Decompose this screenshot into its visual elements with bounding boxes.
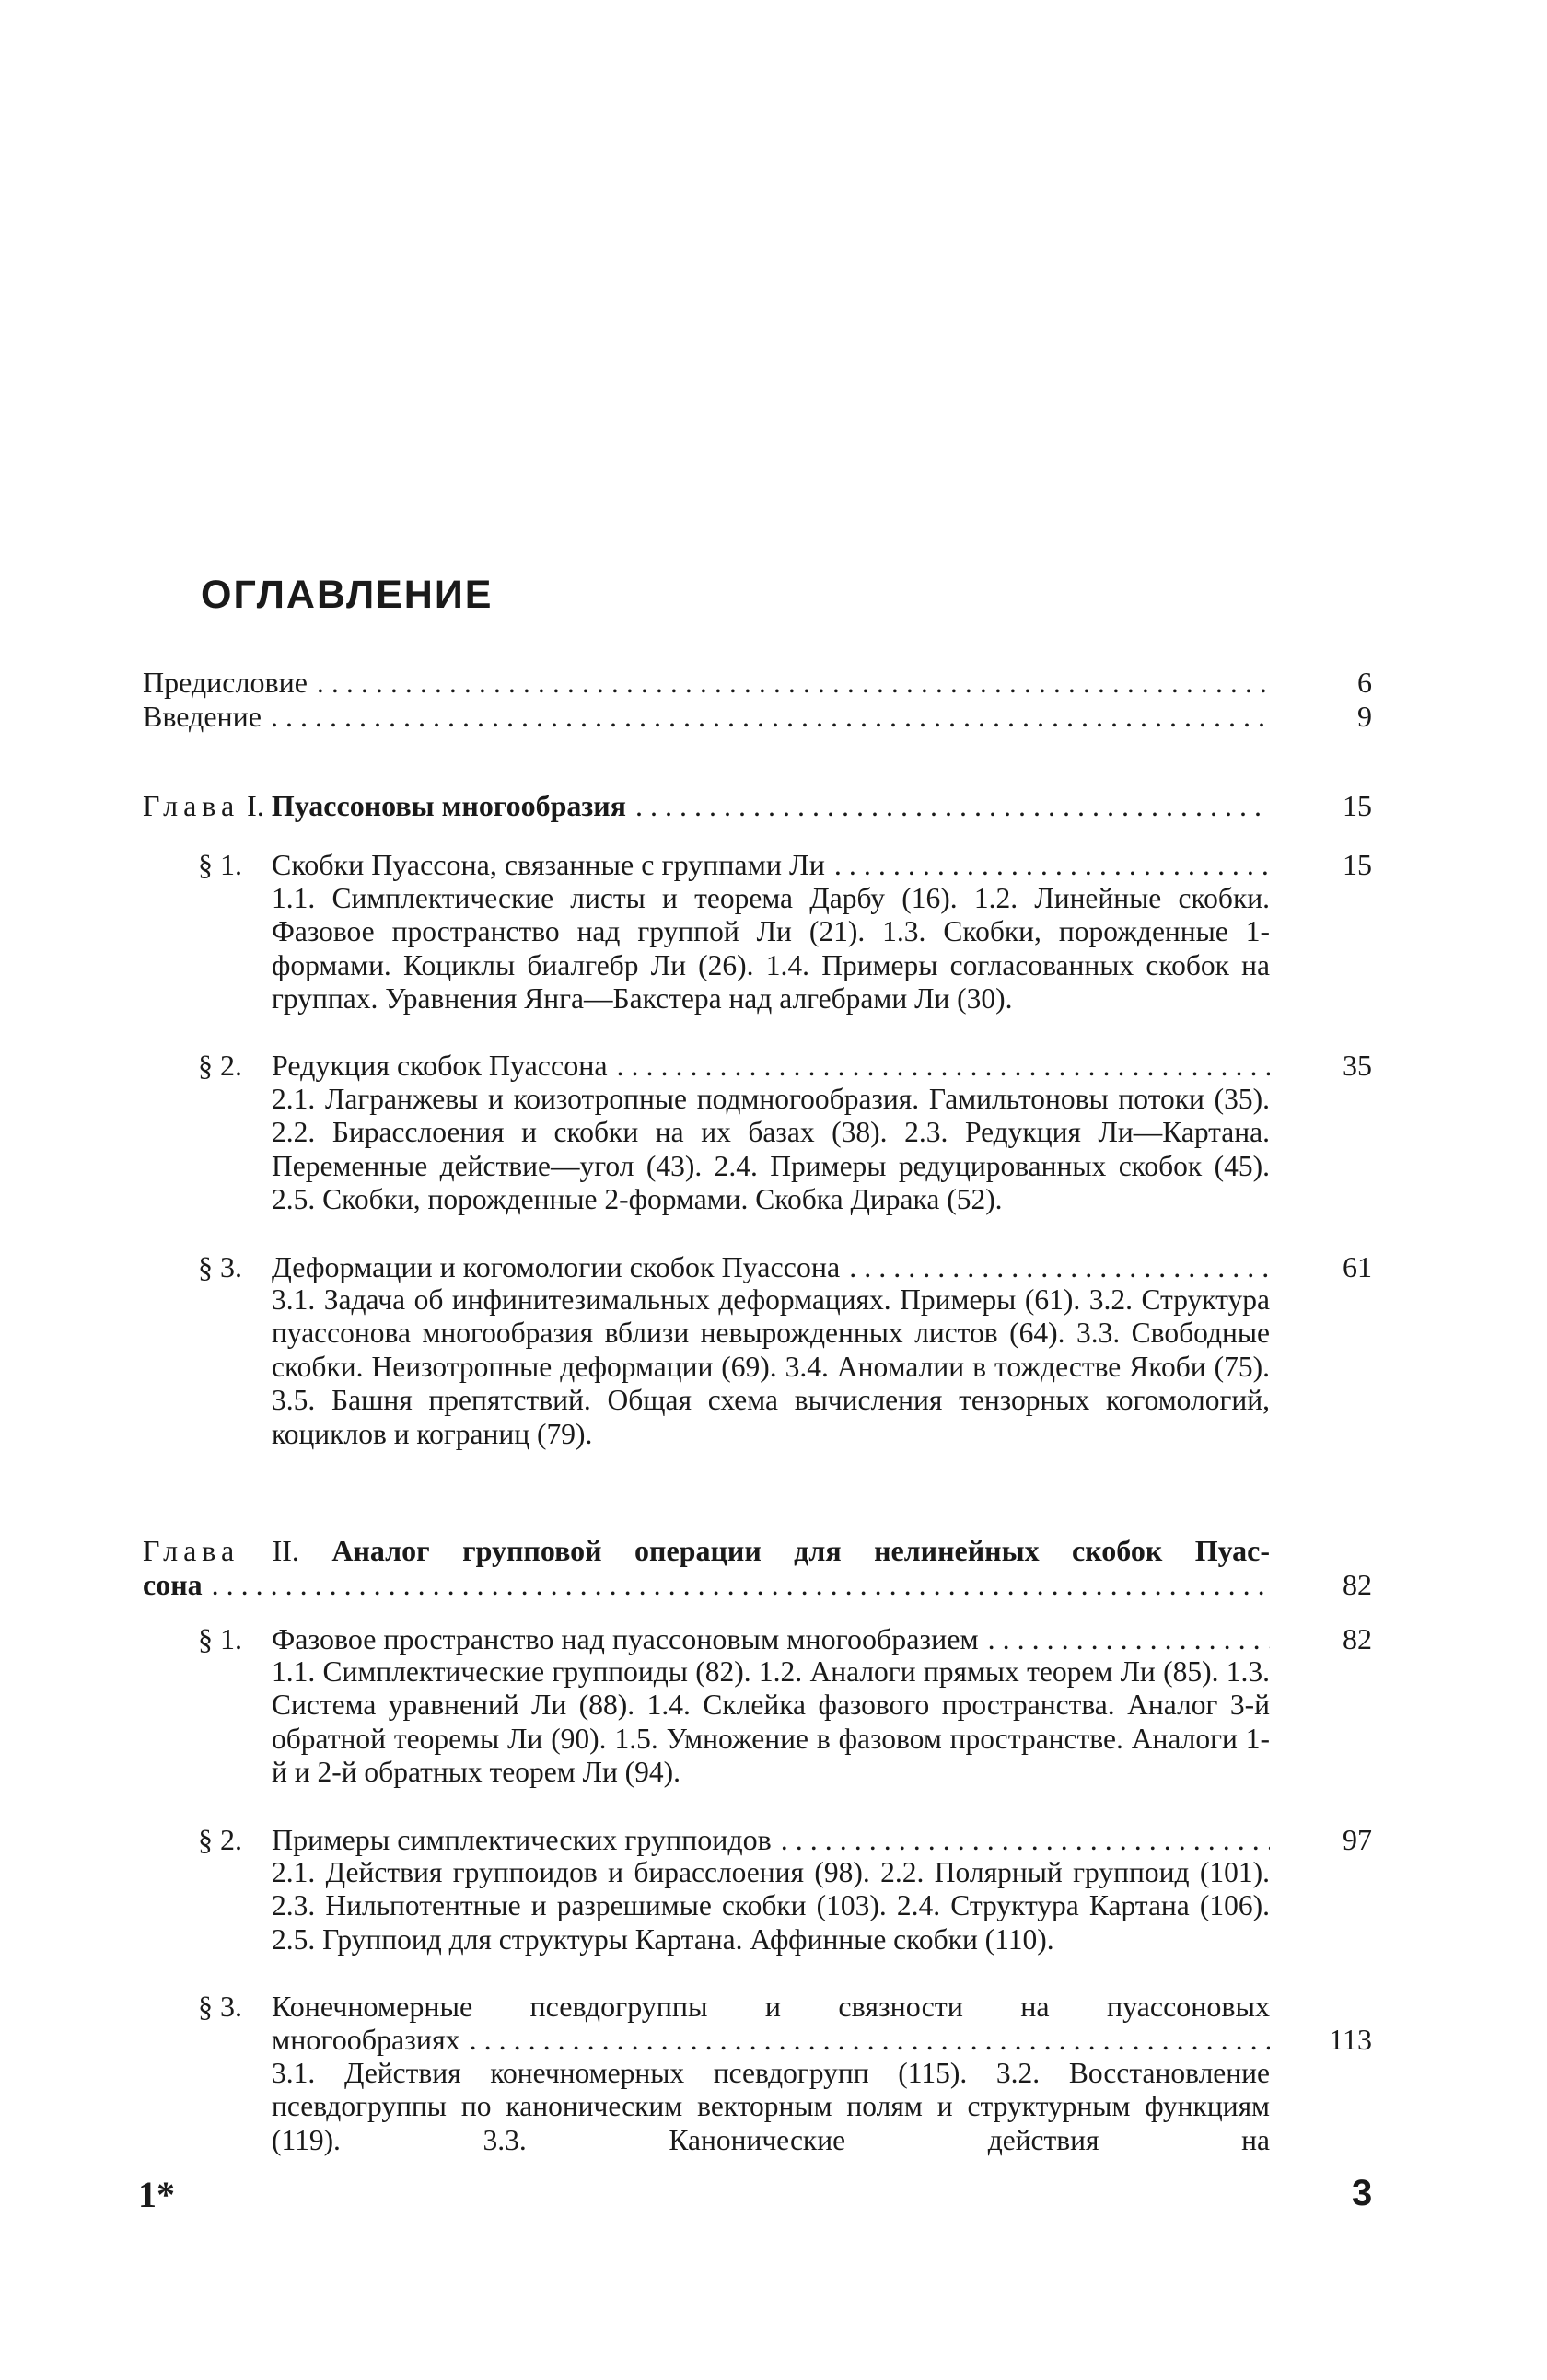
page-number: 113 — [1329, 2023, 1372, 2056]
page-number: 15 — [1343, 848, 1372, 881]
chapter-title: Пуассоновы многообразия — [271, 789, 626, 822]
chapter-title-continuation: сона — [143, 1568, 203, 1601]
toc-entry-introduction[interactable] — [143, 700, 1270, 733]
toc-chapter-2-title-line2[interactable] — [143, 1568, 1270, 1601]
page-number: 9 — [1357, 700, 1372, 733]
dot-leader — [988, 1622, 1270, 1655]
section-contents: 2.1. Лагранжевы и коизотропные подмногообразия. Гамильтоновы потоки (35). 2.2. Бирасслоения и скобки на их базах (38). 2.3. Редукция Ли—Картана. Переменные действие—угол (43). 2.4. Примеры редуцированных скобок (45). 2.5. Скобки, порожденные 2-формами. Скобка Дирака (52). — [272, 1083, 1270, 1216]
section-contents: 3.1. Действия конечномерных псевдогрупп (115). 3.2. Восстановление псевдогруппы по каноническим векторным полям и структурным функциям (119). 3.3. Канонические действия на — [272, 2057, 1270, 2156]
entry-label: Предисловие — [143, 666, 308, 699]
section-contents: 2.1. Действия группоидов и бирасслоения (98). 2.2. Полярный группоид (101). 2.3. Нильпотентные и разрешимые скобки (103). 2.4. Структура Картана (106). 2.5. Группоид для структуры Картана. Аффинные скобки (110). — [272, 1856, 1270, 1956]
page-number: 82 — [1343, 1622, 1372, 1655]
dot-leader — [470, 2023, 1270, 2056]
section-number: § 3. — [198, 1250, 242, 1283]
folio-page-number: 3 — [1352, 2173, 1373, 2213]
toc-section-1-3[interactable] — [272, 1250, 1270, 1283]
section-number: § 3. — [198, 1990, 242, 2023]
section-contents: 1.1. Симплектические листы и теорема Дарбу (16). 1.2. Линейные скобки. Фазовое пространство над группой Ли (21). 1.3. Скобки, порожденные 1-формами. Коциклы биалгебр Ли (26). 1.4. Примеры согласованных скобок на группах. Уравнения Янга—Бакстера над алгебрами Ли (30). — [272, 882, 1270, 1016]
chapter-title: Аналог групповой операции для нелинейных скобок Пуас- — [332, 1534, 1271, 1567]
section-contents: 1.1. Симплектические группоиды (82). 1.2. Аналоги прямых теорем Ли (85). 1.3. Система уравнений Ли (88). 1.4. Склейка фазового пространства. Аналог 3-й обратной теоремы Ли (90). 1.5. Умножение в фазовом пространстве. Аналоги 1-й и 2-й обратных теорем Ли (94). — [272, 1655, 1270, 1789]
dot-leader — [271, 700, 1270, 733]
signature-mark: 1* — [138, 2174, 175, 2215]
page-number: 82 — [1343, 1568, 1372, 1601]
section-number: § 2. — [198, 1049, 242, 1082]
toc-section-2-2[interactable] — [272, 1823, 1270, 1856]
toc-section-1-1[interactable] — [272, 848, 1270, 881]
dot-leader — [617, 1049, 1270, 1082]
toc-chapter-1[interactable] — [143, 789, 1270, 822]
chapter-number: II. — [272, 1534, 299, 1567]
section-number: § 1. — [198, 1622, 242, 1655]
page-number: 6 — [1357, 666, 1372, 699]
toc-entry-preface[interactable] — [143, 666, 1270, 699]
dot-leader — [317, 666, 1270, 699]
section-title: Скобки Пуассона, связанные с группами Ли — [272, 848, 825, 881]
section-title: Конечномерные псевдогруппы и связности на пуассоновых — [272, 1990, 1270, 2023]
chapter-prefix: Глава — [143, 789, 240, 822]
dot-leader — [635, 789, 1270, 822]
page-number: 61 — [1343, 1250, 1372, 1283]
toc-section-2-3-title-line2[interactable] — [272, 2023, 1270, 2056]
section-title-continuation: многообразиях — [272, 2023, 460, 2056]
section-title: Деформации и когомологии скобок Пуассона — [272, 1250, 841, 1283]
chapter-number: I. — [247, 789, 264, 822]
page-number: 35 — [1343, 1049, 1372, 1082]
section-contents: 3.1. Задача об инфинитезимальных деформациях. Примеры (61). 3.2. Структура пуассонова многообразия вблизи невырожденных листов (64). 3.3. Свободные скобки. Неизотропные деформации (69). 3.4. Аномалии в тождестве Якоби (75). 3.5. Башня препятствий. Общая схема вычисления тензорных когомологий, коциклов и кограниц (79). — [272, 1283, 1270, 1450]
section-number: § 2. — [198, 1823, 242, 1856]
dot-leader — [834, 848, 1270, 881]
page-title: ОГЛАВЛЕНИЕ — [201, 573, 494, 617]
page-number: 15 — [1343, 789, 1372, 822]
toc-chapter-2-title-line1[interactable] — [143, 1534, 1270, 1567]
entry-label: Введение — [143, 700, 262, 733]
section-title: Фазовое пространство над пуассоновым многообразием — [272, 1622, 979, 1655]
section-number: § 1. — [198, 848, 242, 881]
dot-leader — [212, 1568, 1270, 1601]
toc-section-2-1[interactable] — [272, 1622, 1270, 1655]
section-title: Примеры симплектических группоидов — [272, 1823, 772, 1856]
toc-section-2-3-title-line1[interactable] — [272, 1990, 1270, 2023]
toc-section-1-2[interactable] — [272, 1049, 1270, 1082]
dot-leader — [781, 1823, 1270, 1856]
chapter-prefix: Глава — [143, 1534, 240, 1567]
page-number: 97 — [1343, 1823, 1372, 1856]
dot-leader — [849, 1250, 1270, 1283]
section-title: Редукция скобок Пуассона — [272, 1049, 608, 1082]
